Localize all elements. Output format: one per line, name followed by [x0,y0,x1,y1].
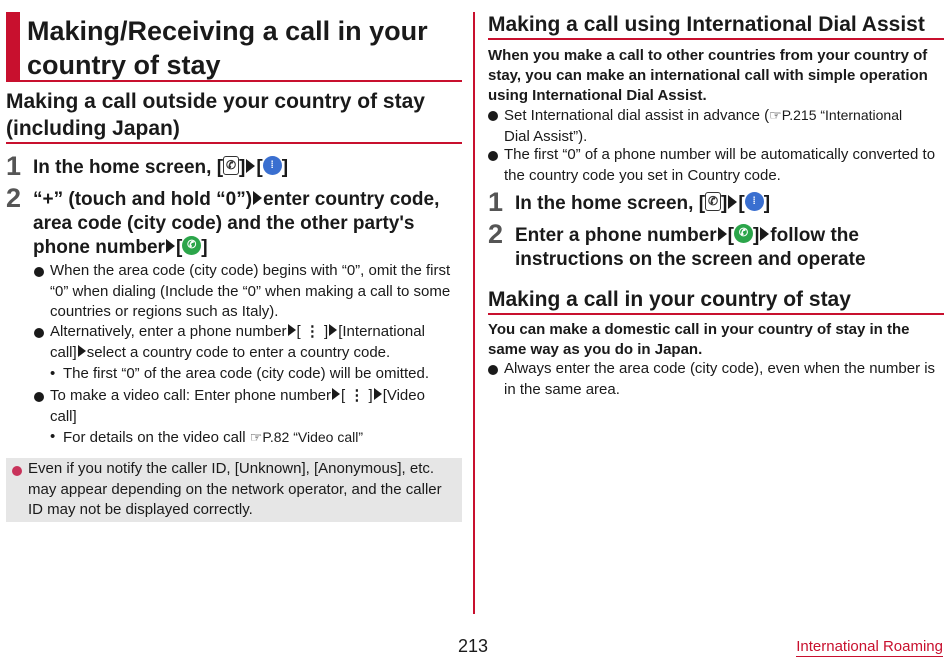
arrow-icon [78,345,86,357]
arrow-icon [332,388,340,400]
bullet-item: When the area code (city code) begins with “0”, omit the first “0” when dialing (Include the “0” when making a call to some countries or regions such as Italy). [34,261,464,323]
step-number: 1 [6,151,22,181]
note-bullet-icon [12,466,22,476]
page-reference-link[interactable]: ☞P.82 “Video call” [249,429,363,445]
phone-icon: ✆ [705,192,721,211]
arrow-icon [329,324,337,336]
bullet-item: To make a video call: Enter phone number [ ⋮ ] [Video call] [34,386,464,428]
page-title-line2: country of stay [27,50,221,80]
note-box: Even if you notify the caller ID, [Unknown], [Anonymous], etc. may appear depending on the network operator, and the caller ID may not be displayed correctly. [6,458,462,522]
bullet-icon [488,151,498,161]
lead-text: When you make a call to other countries from your country of stay, you can make an international call with simple operation using International Dial Assist. [488,47,928,104]
green-call-icon: ✆ [182,236,201,255]
section-heading-outside: Making a call outside your country of stay (including Japan) [6,88,462,144]
page-number: 213 [458,636,489,656]
blue-dialer-icon: ⁞ [745,192,764,211]
lead-text: You can make a domestic call in your country of stay in the same way as you do in Japan. [488,321,910,358]
step-1: 1 In the home screen, [ ✆ ] [ ⁞ ] [488,187,771,217]
arrow-icon [246,159,255,173]
step-number: 2 [6,183,22,213]
bullet-item: The first “0” of a phone number will be automatically converted to the country code you set in Country code. [488,145,944,187]
bullet-item: Alternatively, enter a phone number [ ⋮ ] [International call] select a country code to enter a country code. [34,322,464,364]
arrow-icon [760,227,769,241]
page-title-line1: Making/Receiving a call in your [27,16,428,46]
section-heading-in-country: Making a call in your country of stay [488,286,944,315]
step-2: 2 Enter a phone number [ ✆ ] follow the instructions on the screen and operate [488,219,866,270]
step-2: 2 “+” (touch and hold “0”) enter country code, area code (city code) and the other party's phone number [ ✆ ] [6,183,440,258]
arrow-icon [728,195,737,209]
section-heading-dial-assist: Making a call using International Dial Assist [488,11,944,40]
bullet-icon [34,392,44,402]
green-call-icon: ✆ [734,224,753,243]
page-reference-link[interactable]: ☞P.215 “International [769,107,903,123]
arrow-icon [288,324,296,336]
bullet-icon [488,365,498,375]
bullet-icon [34,328,44,338]
step-1: 1 In the home screen, [ ✆ ] [ ⁞ ] [6,151,289,181]
menu-icon: ⋮ [349,387,365,404]
bullet-item: Set International dial assist in advance (☞P.215 “International Dial Assist”). [488,105,944,147]
step-number: 1 [488,187,504,217]
page-title [6,12,462,82]
sub-bullet: • For details on the video call ☞P.82 “Video call” [50,428,363,446]
column-divider [473,12,475,614]
blue-dialer-icon: ⁞ [263,156,282,175]
bullet-item: Always enter the area code (city code), even when the number is in the same area. [488,359,944,401]
arrow-icon [718,227,727,241]
bullet-icon [488,111,498,121]
phone-icon: ✆ [223,156,239,175]
menu-icon: ⋮ [304,323,320,340]
arrow-icon [374,388,382,400]
step-number: 2 [488,219,504,249]
bullet-icon [34,267,44,277]
footer-section-link[interactable]: International Roaming [796,638,943,655]
arrow-icon [253,191,262,205]
arrow-icon [166,239,175,253]
sub-bullet: • The first “0” of the area code (city code) will be omitted. [50,365,429,382]
